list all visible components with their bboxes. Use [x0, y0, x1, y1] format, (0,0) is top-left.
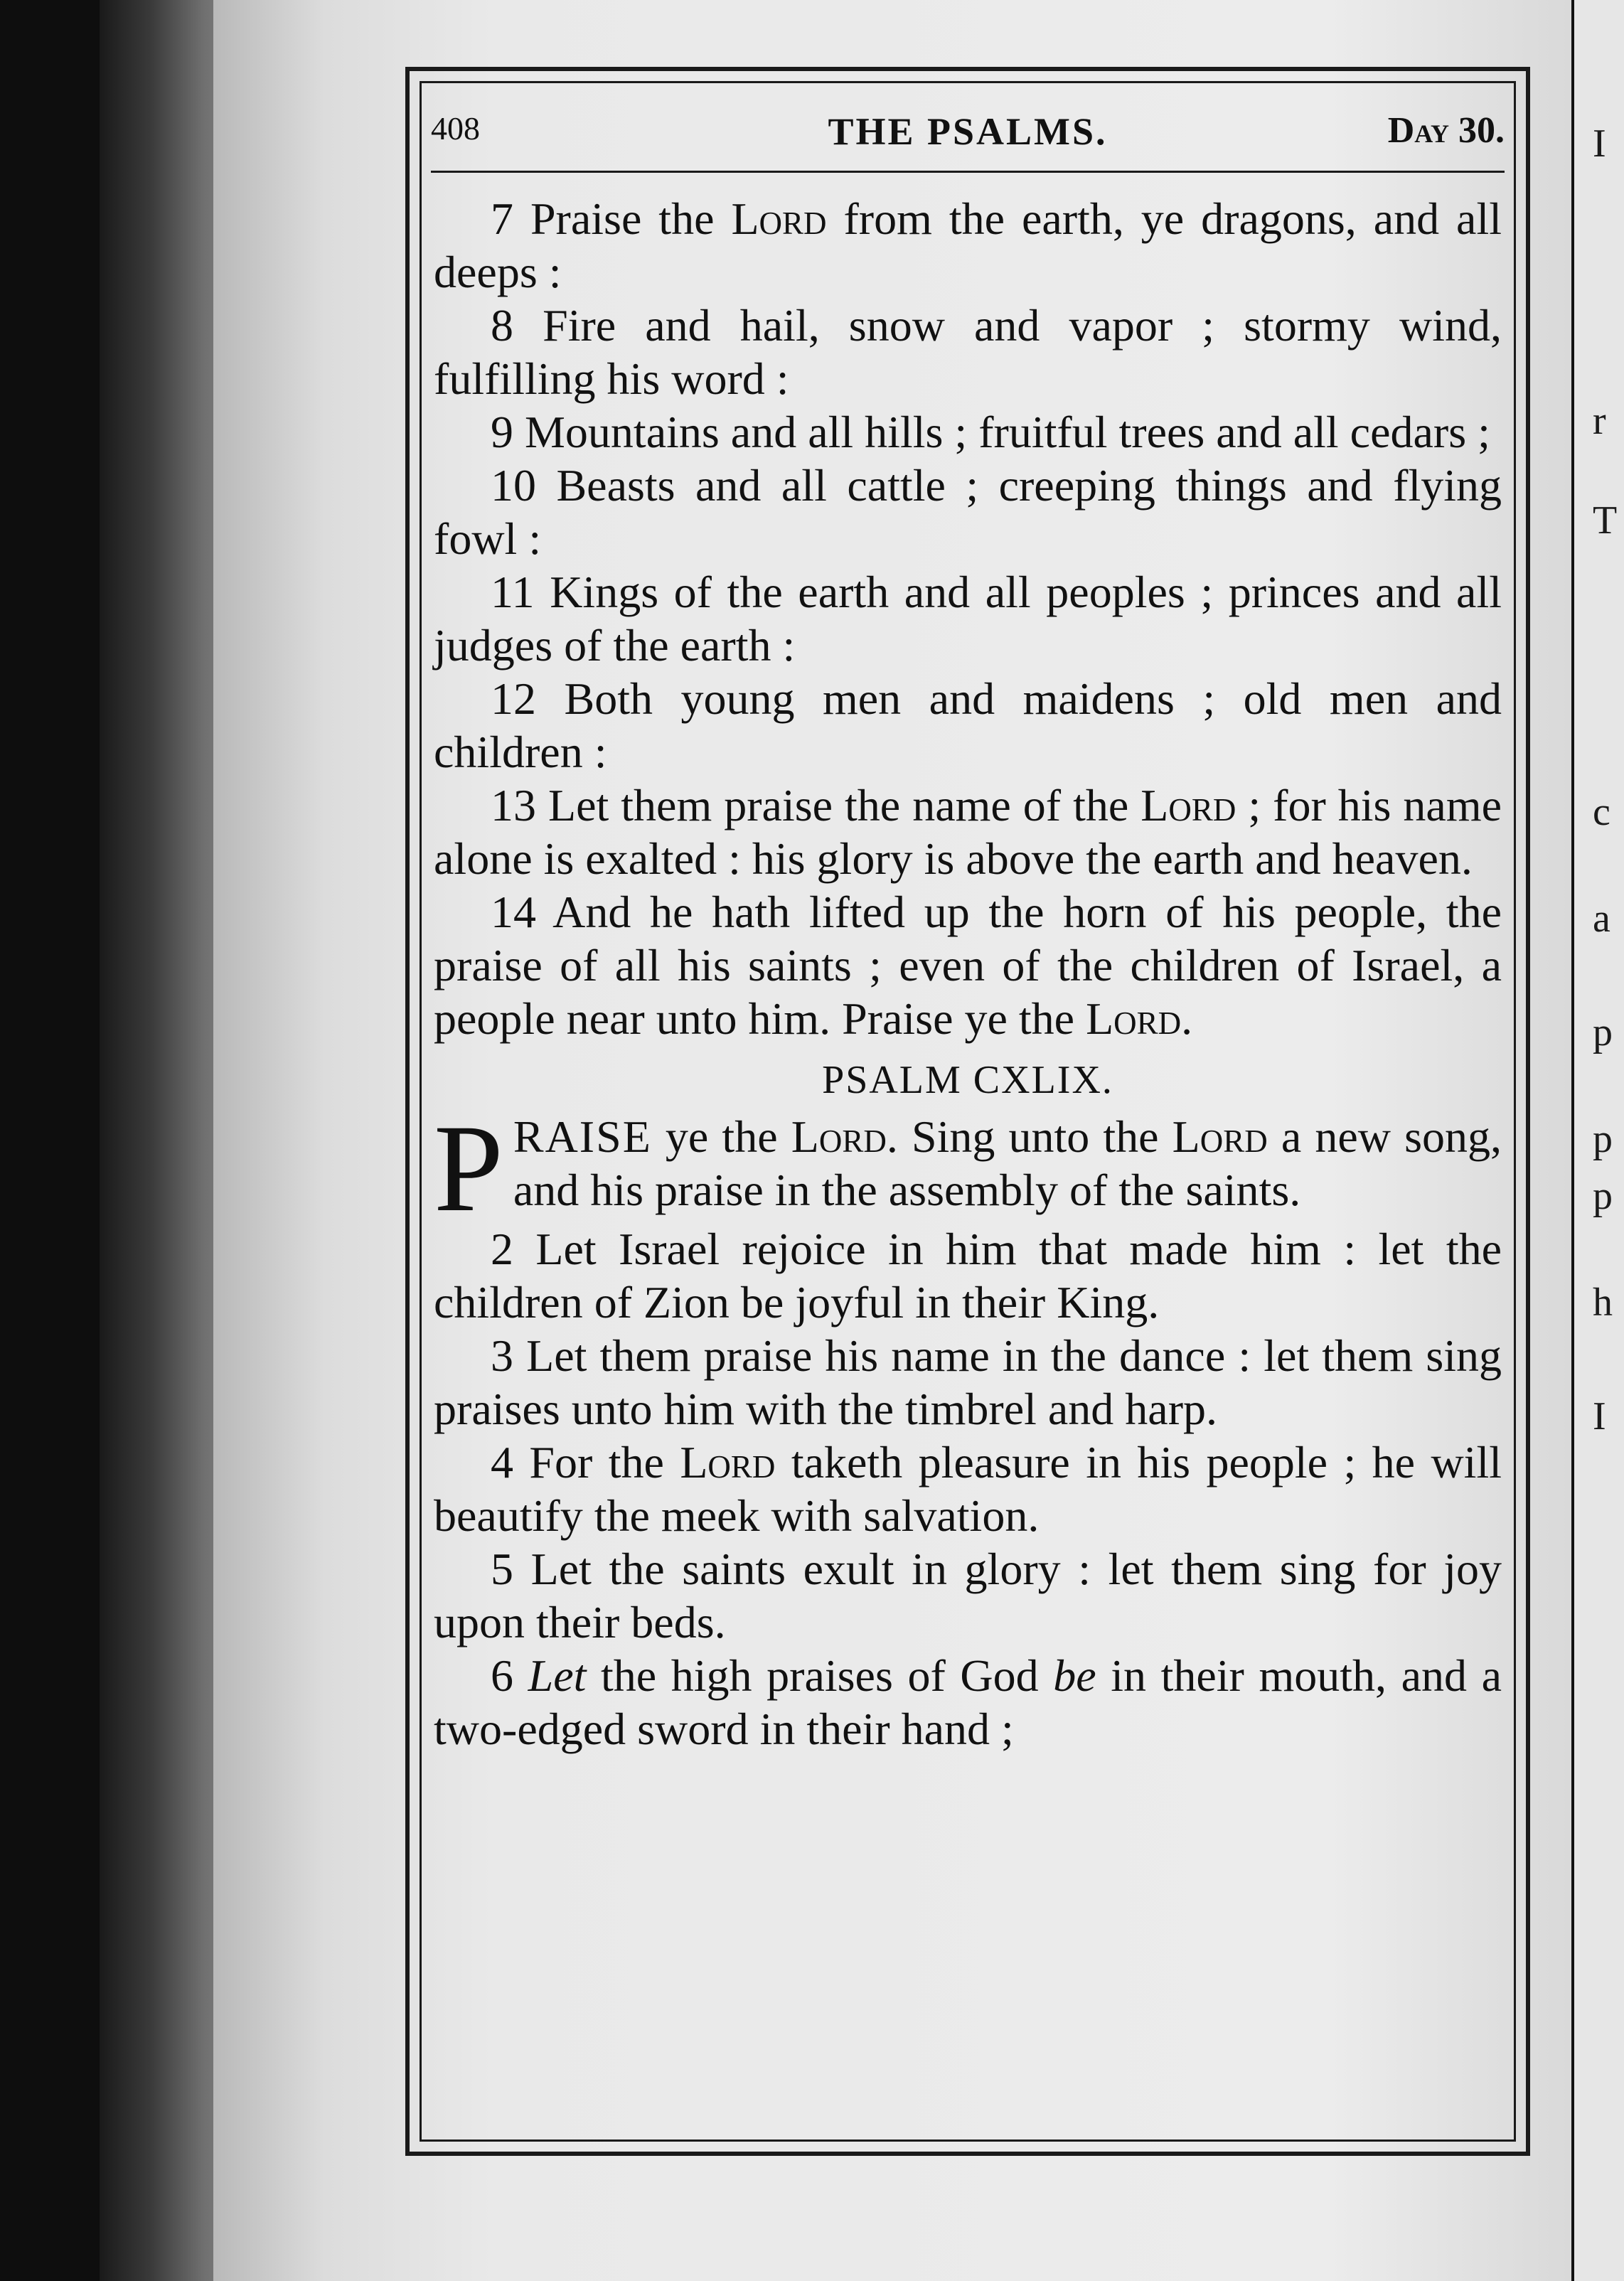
verse-number: 7 [491, 193, 513, 244]
facing-fragment: p [1593, 1174, 1613, 1218]
day-label: Day 30. [1387, 110, 1505, 151]
verse [434, 1329, 1502, 1436]
facing-fragment: a [1593, 897, 1610, 941]
facing-fragment: I [1593, 1394, 1606, 1438]
verse [434, 1436, 1502, 1542]
verse-number: 14 [491, 887, 536, 937]
facing-fragment: p [1593, 1010, 1613, 1054]
facing-fragment: I [1593, 122, 1606, 166]
verse-number: 2 [491, 1224, 513, 1274]
verse-text: ye the [651, 1111, 791, 1162]
psalm-heading: PSALM CXLIX. [822, 1058, 1113, 1102]
verse-text: For the [529, 1437, 680, 1487]
running-title: THE PSALMS. [828, 110, 1108, 153]
running-header [431, 100, 1505, 173]
verse-text: ; for his name alone is exalted : his glory is above the earth and heaven. [434, 780, 1502, 884]
verse-text: Let them praise the name of the [548, 780, 1141, 830]
verse [434, 565, 1502, 672]
verse-number: 11 [491, 567, 535, 617]
facing-page [1571, 0, 1624, 2281]
page-number: 408 [431, 110, 480, 146]
verse-text: And he hath lifted up the horn of his people, the praise of all his saints ; even of the children of Israel, a people near unto him. Praise ye the [434, 887, 1502, 1044]
facing-fragment: p [1593, 1117, 1613, 1161]
verse-text: from the earth, ye dragons, and all deeps : [434, 193, 1502, 297]
verse-number: 3 [491, 1330, 513, 1381]
divine-name: Lord [731, 193, 827, 244]
facing-fragment: T [1593, 498, 1618, 543]
verse-text: the high praises of God [586, 1650, 1054, 1701]
verse [434, 672, 1502, 779]
drop-cap: P [434, 1099, 503, 1238]
verse-text: Beasts and all cattle ; creeping things and flying fowl : [434, 460, 1502, 564]
verse [434, 299, 1502, 405]
verse [434, 779, 1502, 885]
verse [434, 459, 1502, 565]
divine-name: Lord [1140, 780, 1236, 830]
facing-fragment: c [1593, 790, 1610, 834]
body-text [434, 192, 1502, 1756]
verse-text: Mountains and all hills ; fruitful trees and all cedars ; [525, 407, 1490, 457]
verse-number: 9 [491, 407, 513, 457]
verse-number: 13 [491, 780, 536, 830]
verse-number: 12 [491, 673, 536, 724]
italic-word: be [1053, 1650, 1096, 1701]
divine-name: Lord [680, 1437, 776, 1487]
verse-number: 10 [491, 460, 536, 511]
divine-name: Lord [1172, 1111, 1268, 1162]
verse-number: 8 [491, 300, 513, 351]
verse [434, 192, 1502, 299]
facing-fragment: r [1593, 399, 1606, 443]
italic-word: Let [528, 1650, 587, 1701]
divine-name: Lord [791, 1111, 887, 1162]
verse-text: Let Israel rejoice in him that made him : let the children of Zion be joyful in their King. [434, 1224, 1502, 1328]
verse-text: a new song, and his praise in the assembly of the saints. [513, 1111, 1502, 1215]
verse [434, 885, 1502, 1045]
verse-number: 5 [491, 1544, 513, 1594]
psalm-opening [434, 1099, 1502, 1238]
verse-text: Kings of the earth and all peoples ; princes and all judges of the earth : [434, 567, 1502, 671]
verse-number: 6 [491, 1650, 513, 1701]
divine-name: Lord [1086, 993, 1182, 1044]
verse-text: . Sing unto the [886, 1111, 1172, 1162]
verse-text: in their mouth, and a two-edged sword in their hand ; [434, 1650, 1502, 1754]
verse-number: 4 [491, 1437, 513, 1487]
verse [434, 405, 1502, 459]
facing-fragment: h [1593, 1281, 1613, 1325]
verse [434, 1649, 1502, 1756]
verse-text: Both young men and maidens ; old men and children : [434, 673, 1502, 777]
page-frame [405, 67, 1530, 2156]
verse [434, 1542, 1502, 1649]
opening-caps: RAISE [513, 1111, 652, 1162]
verse-text: Praise the [530, 193, 732, 244]
verse-text: Let them praise his name in the dance : let them sing praises unto him with the timbrel and harp. [434, 1330, 1502, 1434]
verse-text: Fire and hail, snow and vapor ; stormy wind, fulfilling his word : [434, 300, 1502, 404]
verse-text: Let the saints exult in glory : let them sing for joy upon their beds. [434, 1544, 1502, 1647]
verse-text: taketh pleasure in his people ; he will beautify the meek with salvation. [434, 1437, 1502, 1541]
verse [434, 1222, 1502, 1329]
verse-text: . [1181, 993, 1193, 1044]
